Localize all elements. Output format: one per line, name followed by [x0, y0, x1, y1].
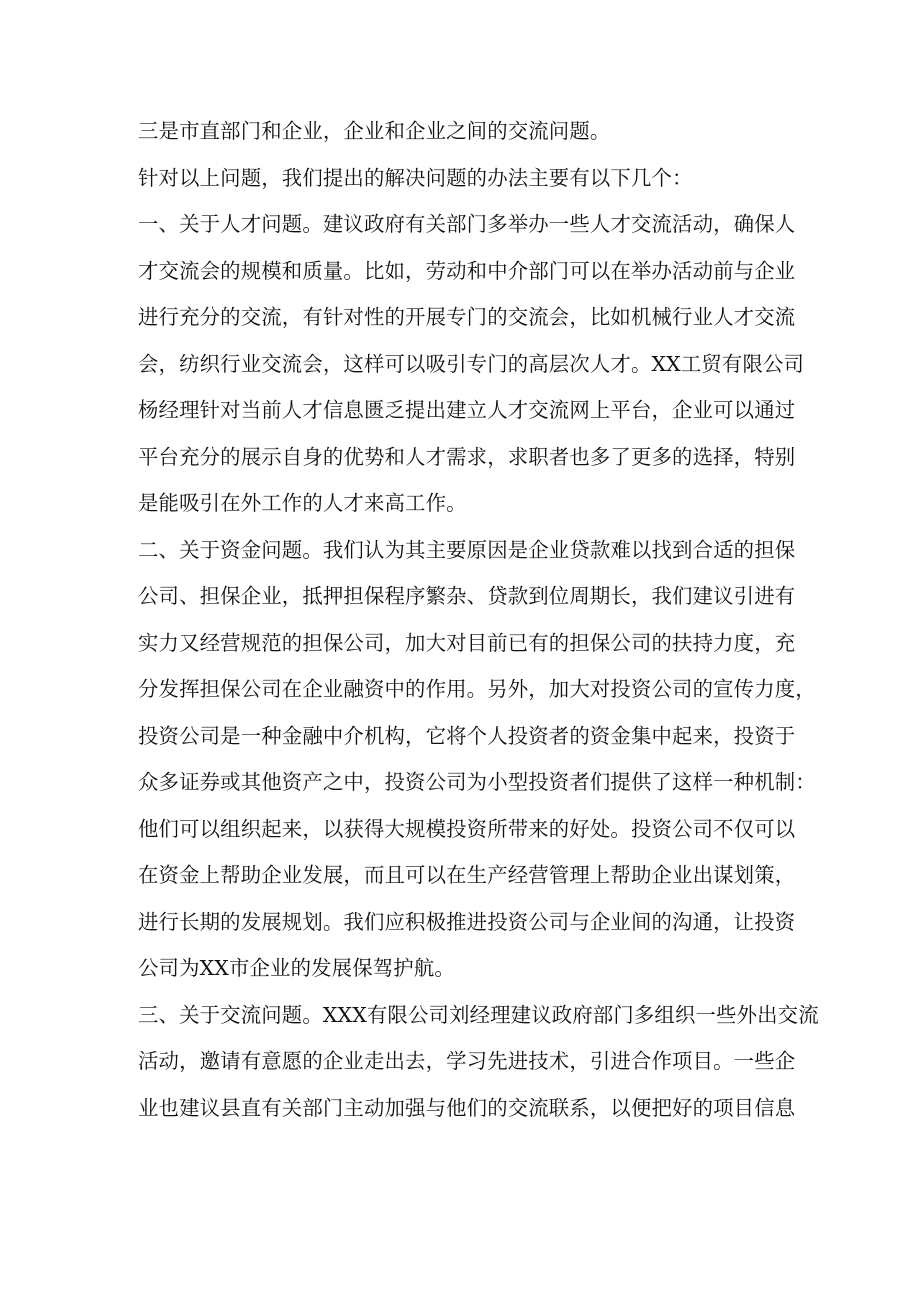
text-line: 进行充分的交流，有针对性的开展专门的交流会，比如机械行业人才交流: [138, 305, 796, 329]
text-line: 会，纺织行业交流会，这样可以吸引专门的高层次人才。XX工贸有限公司: [138, 351, 805, 376]
text-line: 二、关于资金问题。我们认为其主要原因是企业贷款难以找到合适的担保: [138, 537, 796, 562]
text-line: 一、关于人才问题。建议政府有关部门多举办一些人才交流活动，确保人: [138, 212, 796, 236]
text-line: 进行长期的发展规划。我们应积极推进投资公司与企业间的沟通，让投资: [138, 909, 796, 934]
text-line: 才交流会的规模和质量。比如，劳动和中介部门可以在举办活动前与企业: [138, 258, 796, 283]
text-line: 业也建议县直有关部门主动加强与他们的交流联系，以便把好的项目信息: [138, 1095, 796, 1120]
text-line: 三、关于交流问题。XXX有限公司刘经理建议政府部门多组织一些外出交流: [138, 1002, 819, 1027]
text-line: 公司、担保企业，抵押担保程序繁杂、贷款到位周期长，我们建议引进有: [138, 584, 796, 608]
text-line: 杨经理针对当前人才信息匮乏提出建立人才交流网上平台，企业可以通过: [138, 398, 796, 422]
text-line: 分发挥担保公司在企业融资中的作用。另外，加大对投资公司的宣传力度，: [138, 677, 816, 701]
text-line: 众多证券或其他资产之中，投资公司为小型投资者们提供了这样一种机制：: [138, 770, 816, 794]
document-body: [138, 108, 819, 1131]
text-line: 公司为XX市企业的发展保驾护航。: [138, 956, 455, 980]
text-line: 投资公司是一种金融中介机构，它将个人投资者的资金集中起来，投资于: [138, 723, 796, 748]
text-line: 实力又经营规范的担保公司，加大对目前已有的担保公司的扶持力度，充: [138, 630, 796, 655]
text-line: 在资金上帮助企业发展，而且可以在生产经营管理上帮助企业出谋划策，: [138, 863, 796, 887]
text-line: 三是市直部门和企业，企业和企业之间的交流问题。: [138, 119, 611, 143]
text-line: 针对以上问题，我们提出的解决问题的办法主要有以下几个：: [138, 165, 693, 190]
text-line: 活动，邀请有意愿的企业走出去，学习先进技术，引进合作项目。一些企: [138, 1049, 796, 1073]
text-line: 平台充分的展示自身的优势和人才需求，求职者也多了更多的选择，特别: [138, 444, 796, 469]
text-line: 是能吸引在外工作的人才来高工作。: [138, 491, 467, 515]
text-line: 他们可以组织起来，以获得大规模投资所带来的好处。投资公司不仅可以: [138, 816, 796, 841]
